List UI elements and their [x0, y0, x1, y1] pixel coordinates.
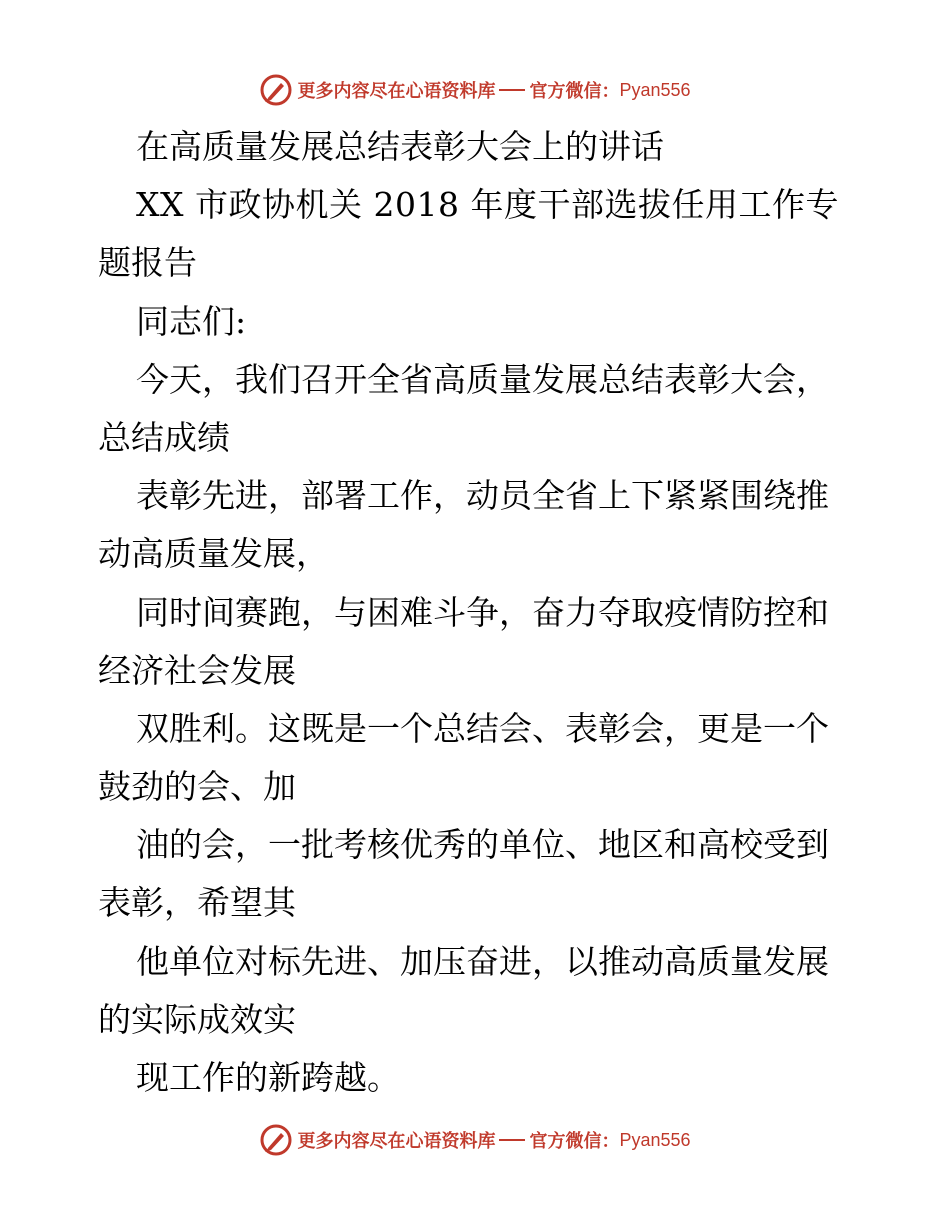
doc-paragraph-line: 表彰，希望其	[98, 883, 296, 923]
doc-paragraph-line: 动高质量发展，	[98, 534, 329, 574]
doc-paragraph-line: 油的会，一批考核优秀的单位、地区和高校受到	[136, 825, 829, 865]
watermark-footer	[0, 1120, 950, 1160]
doc-title-line: 在高质量发展总结表彰大会上的讲话	[136, 127, 664, 166]
watermark-separator	[499, 1139, 525, 1141]
doc-paragraph-line: 经济社会发展	[98, 650, 296, 690]
watermark-handle: Pyan556	[619, 1129, 691, 1150]
watermark-separator	[499, 89, 525, 91]
watermark-site-text: 更多内容尽在心语资料库	[297, 81, 496, 102]
doc-paragraph-line: 他单位对标先进、加压奋进，以推动高质量发展	[136, 941, 829, 981]
watermark-label: 官方微信：	[529, 81, 620, 102]
document-body	[98, 118, 858, 1107]
doc-paragraph-line: 鼓劲的会、加	[98, 767, 296, 807]
watermark-label: 官方微信：	[529, 1131, 620, 1152]
doc-paragraph-line: 双胜利。这既是一个总结会、表彰会，更是一个	[136, 708, 829, 748]
doc-subtitle-line-cont: 题报告	[98, 243, 197, 283]
pen-nib-logo-icon	[259, 73, 293, 107]
doc-salutation: 同志们:	[136, 301, 247, 341]
watermark-handle: Pyan556	[619, 79, 691, 100]
doc-subtitle-line: XX 市政协机关 2018 年度干部选拔任用工作专	[136, 185, 839, 225]
doc-paragraph-line: 现工作的新跨越。	[136, 1058, 400, 1097]
doc-paragraph-line: 表彰先进，部署工作，动员全省上下紧紧围绕推	[136, 476, 829, 516]
doc-paragraph-line: 的实际成效实	[98, 999, 296, 1039]
doc-paragraph-line: 同时间赛跑，与困难斗争，奋力夺取疫情防控和	[136, 592, 829, 632]
watermark-site-text: 更多内容尽在心语资料库	[297, 1131, 496, 1152]
watermark-header	[0, 70, 950, 110]
pen-nib-logo-icon	[259, 1123, 293, 1157]
doc-paragraph-line: 今天，我们召开全省高质量发展总结表彰大会，	[136, 359, 829, 399]
doc-paragraph-line: 总结成绩	[98, 417, 230, 457]
